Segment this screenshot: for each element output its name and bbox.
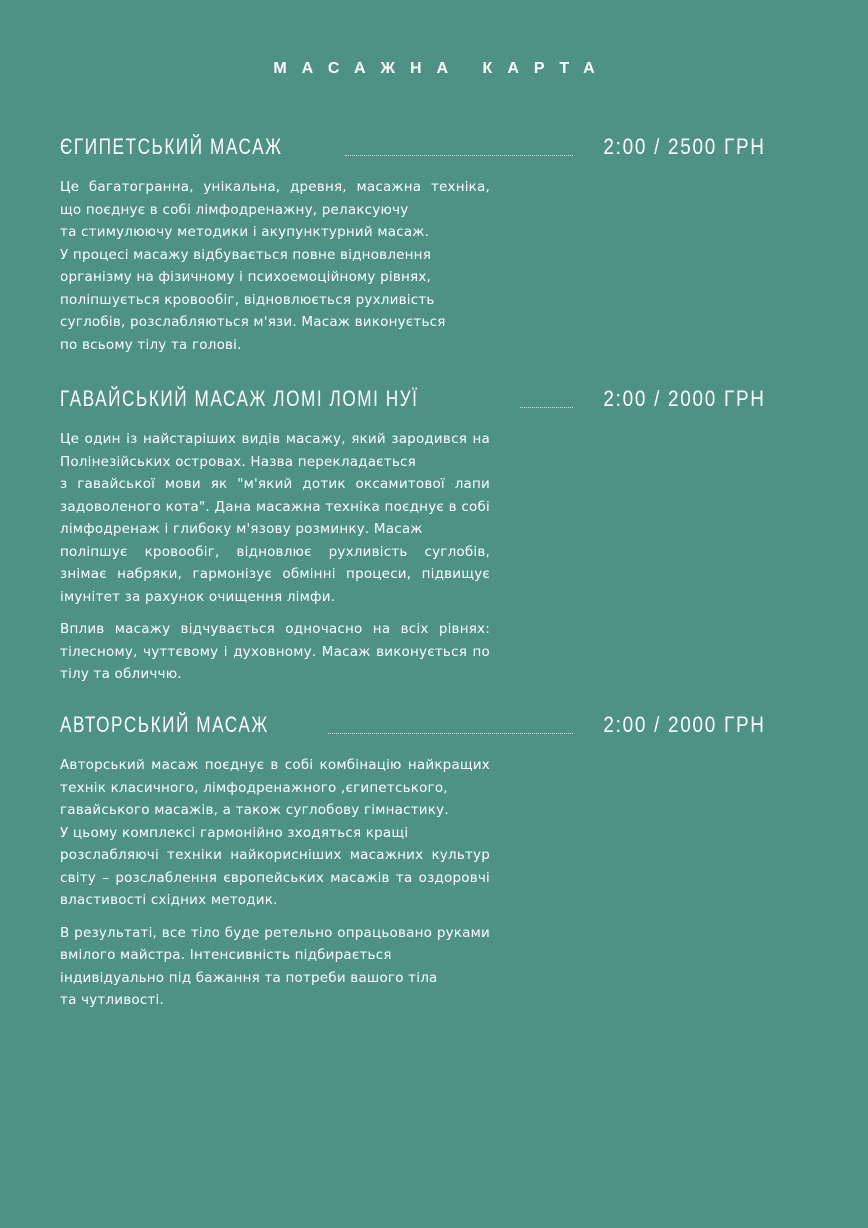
- description-line: Авторський масаж поєднує в собі комбінацію найкращих: [60, 757, 490, 773]
- description-line: задоволеного кота". Дана масажна техніка поєднує в собі: [60, 498, 490, 515]
- service-description: [60, 754, 490, 1012]
- dot-leader: [520, 407, 574, 408]
- description-line: тілесному, чуттєвому і духовному. Масаж виконується по: [60, 643, 490, 660]
- description-line: знімає набряки, гармонізує обмінні процеси, підвищує: [60, 566, 490, 582]
- service-price: 2:00 / 2000 ГРН: [603, 386, 766, 411]
- description-line: властивості східних методик.: [60, 892, 278, 908]
- service-heading-row: [60, 710, 766, 740]
- description-line: технік класичного, лімфодренажного ,єгипетського,: [60, 779, 448, 796]
- description-line: з гавайської мови як "м'який дотик оксамитової лапи: [60, 476, 490, 492]
- description-paragraph: [60, 922, 490, 1012]
- service-price: 2:00 / 2000 ГРН: [603, 712, 766, 737]
- description-line: по всьому тілу та голові.: [60, 336, 242, 353]
- service-name: ЄГИПЕТСЬКИЙ МАСАЖ: [60, 134, 283, 159]
- description-line: Вплив масажу відчувається одночасно на всіх рівнях:: [60, 621, 490, 637]
- description-line: та чутливості.: [60, 992, 165, 1008]
- description-paragraph: [60, 618, 490, 686]
- service-name: ГАВАЙСЬКИЙ МАСАЖ ЛОМІ ЛОМІ НУЇ: [60, 386, 419, 411]
- dot-leader: [328, 733, 574, 734]
- description-line: індивідуально під бажання та потреби вашого тіла: [60, 969, 438, 986]
- description-line: світу – розслаблення європейських масажів та оздоровчі: [60, 869, 490, 886]
- description-paragraph: [60, 754, 490, 912]
- service-egyptian-massage: [60, 132, 766, 366]
- dot-leader: [345, 155, 573, 156]
- description-line: вмілого майстра. Інтенсивність підбирається: [60, 947, 392, 963]
- description-line: гавайського масажів, а також суглобову гімнастику.: [60, 802, 449, 818]
- description-line: суглобів, розслабляються м'язи. Масаж виконується: [60, 314, 446, 330]
- service-heading-row: [60, 384, 766, 414]
- service-description: [60, 176, 490, 356]
- service-heading-row: [60, 132, 766, 162]
- description-line: та стимулюючу методики і акупунктурний масаж.: [60, 224, 430, 240]
- description-line: поліпшується кровообіг, відновлюється рухливість: [60, 291, 435, 308]
- description-line: лімфодренаж і глибоку м'язову розминку. Масаж: [60, 521, 423, 537]
- service-description: [60, 428, 490, 686]
- service-name: АВТОРСЬКИЙ МАСАЖ: [60, 712, 269, 737]
- service-price: 2:00 / 2500 ГРН: [603, 134, 766, 159]
- description-line: У цьому комплексі гармонійно зходяться кращі: [60, 824, 409, 841]
- description-paragraph: [60, 428, 490, 608]
- service-author-massage: [60, 710, 766, 1022]
- description-line: що поєднує в собі лімфодренажну, релаксуючу: [60, 201, 409, 218]
- page-title: МАСАЖНА КАРТА: [273, 60, 610, 77]
- description-line: тілу та обличчю.: [60, 666, 182, 682]
- description-line: Це один із найстаріших видів масажу, який зародився на: [60, 431, 490, 447]
- description-line: організму на фізичному і психоемоційному рівнях,: [60, 269, 432, 285]
- description-paragraph: [60, 176, 490, 356]
- description-line: імунітет за рахунок очищення лімфи.: [60, 588, 336, 605]
- description-line: поліпшує кровообіг, відновлює рухливість суглобів,: [60, 543, 490, 560]
- description-line: Полінезійських островах. Назва перекладається: [60, 453, 416, 470]
- description-line: У процесі масажу відбувається повне відновлення: [60, 246, 432, 263]
- description-line: Це багатогранна, унікальна, древня, масажна техніка,: [60, 179, 490, 195]
- service-hawaiian-lomi-lomi-massage: [60, 384, 766, 696]
- description-line: В результаті, все тіло буде ретельно опрацьовано руками: [60, 924, 490, 941]
- description-line: розслабляючі техніки найкорисніших масажних культур: [60, 847, 490, 863]
